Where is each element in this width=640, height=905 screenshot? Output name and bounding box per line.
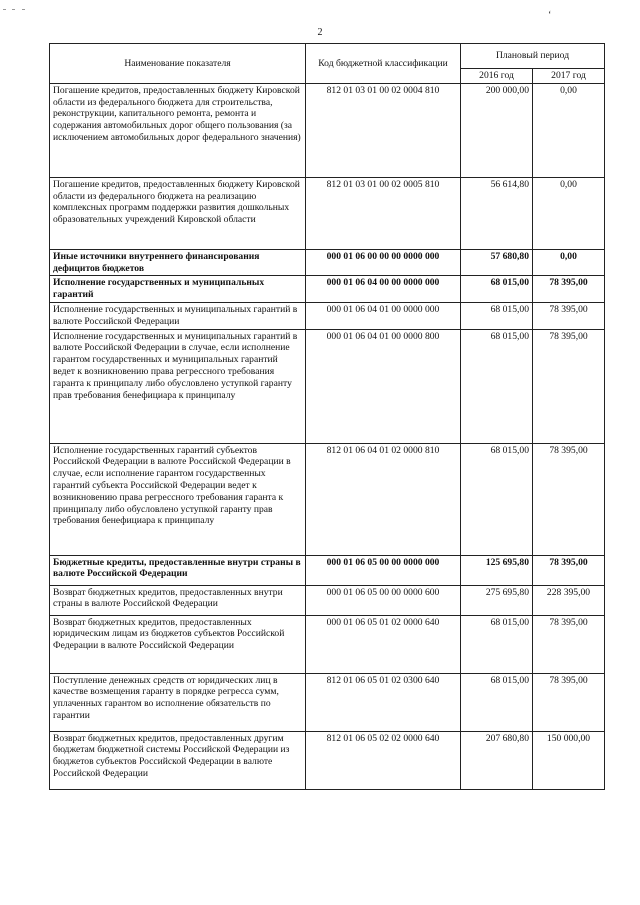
scan-mark: ‘ — [548, 10, 552, 21]
row-code: 000 01 06 00 00 00 0000 000 — [306, 249, 461, 276]
row-value-2017: 0,00 — [533, 249, 605, 276]
row-name: Возврат бюджетных кредитов, предоставленных юридическим лицам из бюджетов субъектов Российской Федерации в валюте Российской Федерации — [50, 615, 306, 673]
row-value-2016: 68 015,00 — [461, 329, 533, 443]
table-row — [50, 585, 605, 615]
scan-speck — [3, 9, 6, 10]
row-name: Погашение кредитов, предоставленных бюджету Кировской области из федерального бюджета для строительства, реконструкции, капитального ремонта, ремонта и содержания автомобильных дорог общего пользования (за исключением автомобильных дорог федерального значения) — [50, 83, 306, 177]
header-period: Плановый период — [461, 44, 605, 69]
row-value-2016: 125 695,80 — [461, 555, 533, 585]
table-row — [50, 249, 605, 276]
row-value-2017: 78 395,00 — [533, 673, 605, 731]
row-name: Исполнение государственных и муниципальных гарантий в валюте Российской Федерации в случае, если исполнение гарантом государственных и муниципальных гарантий ведет к возникновению права регрессного требования гаранта к принципалу либо обусловлено уступкой гаранту прав требования бенефициара к принципалу — [50, 329, 306, 443]
row-name: Иные источники внутреннего финансирования дефицитов бюджетов — [50, 249, 306, 276]
row-value-2017: 150 000,00 — [533, 731, 605, 789]
row-value-2017: 78 395,00 — [533, 443, 605, 555]
row-value-2017: 228 395,00 — [533, 585, 605, 615]
row-code: 000 01 06 04 01 00 0000 000 — [306, 302, 461, 329]
scan-speck — [12, 9, 15, 10]
row-name: Поступление денежных средств от юридических лиц в качестве возмещения гаранту в порядке регресса сумм, уплаченных гарантом во исполнение обязательств по гарантии — [50, 673, 306, 731]
row-value-2017: 78 395,00 — [533, 276, 605, 303]
page-number: 2 — [317, 27, 323, 38]
header-year-2016: 2016 год — [461, 69, 533, 84]
row-value-2016: 200 000,00 — [461, 83, 533, 177]
table-row — [50, 276, 605, 303]
row-code: 812 01 03 01 00 02 0005 810 — [306, 177, 461, 249]
table-row — [50, 302, 605, 329]
table-row — [50, 615, 605, 673]
row-name: Возврат бюджетных кредитов, предоставленных внутри страны в валюте Российской Федерации — [50, 585, 306, 615]
row-value-2016: 275 695,80 — [461, 585, 533, 615]
row-code: 812 01 06 04 01 02 0000 810 — [306, 443, 461, 555]
row-name: Исполнение государственных гарантий субъектов Российской Федерации в валюте Российской Федерации в случае, если исполнение гарантом государственных гарантий субъекта Российской Федерации ведет к возникновению права регрессного требования гаранта к принципалу либо обусловлено уступкой гаранту прав требования бенефициара к принципалу — [50, 443, 306, 555]
row-value-2016: 57 680,80 — [461, 249, 533, 276]
row-code: 812 01 06 05 01 02 0300 640 — [306, 673, 461, 731]
row-value-2017: 78 395,00 — [533, 615, 605, 673]
row-value-2016: 68 015,00 — [461, 615, 533, 673]
table-row — [50, 555, 605, 585]
row-value-2017: 78 395,00 — [533, 329, 605, 443]
table-row — [50, 443, 605, 555]
row-code: 000 01 06 04 01 00 0000 800 — [306, 329, 461, 443]
row-value-2016: 68 015,00 — [461, 673, 533, 731]
table-row — [50, 177, 605, 249]
row-name: Бюджетные кредиты, предоставленные внутри страны в валюте Российской Федерации — [50, 555, 306, 585]
table-row — [50, 329, 605, 443]
table-row — [50, 731, 605, 789]
table-row — [50, 83, 605, 177]
table-row — [50, 673, 605, 731]
row-value-2016: 68 015,00 — [461, 276, 533, 303]
budget-table — [49, 43, 605, 790]
row-code: 000 01 06 04 00 00 0000 000 — [306, 276, 461, 303]
row-name: Исполнение государственных и муниципальных гарантий — [50, 276, 306, 303]
row-value-2016: 56 614,80 — [461, 177, 533, 249]
row-code: 000 01 06 05 00 00 0000 000 — [306, 555, 461, 585]
row-code: 000 01 06 05 00 00 0000 600 — [306, 585, 461, 615]
row-name: Исполнение государственных и муниципальных гарантий в валюте Российской Федерации — [50, 302, 306, 329]
row-value-2016: 68 015,00 — [461, 302, 533, 329]
row-code: 812 01 06 05 02 02 0000 640 — [306, 731, 461, 789]
row-value-2017: 0,00 — [533, 83, 605, 177]
row-value-2016: 207 680,80 — [461, 731, 533, 789]
scan-speck — [22, 9, 25, 10]
row-code: 812 01 03 01 00 02 0004 810 — [306, 83, 461, 177]
header-code: Код бюджетной классификации — [306, 44, 461, 84]
row-name: Возврат бюджетных кредитов, предоставленных другим бюджетам бюджетной системы Российской Федерации из бюджетов субъектов Российской Федерации в валюте Российской Федерации — [50, 731, 306, 789]
row-value-2016: 68 015,00 — [461, 443, 533, 555]
row-value-2017: 78 395,00 — [533, 555, 605, 585]
row-value-2017: 0,00 — [533, 177, 605, 249]
header-name: Наименование показателя — [50, 44, 306, 84]
row-code: 000 01 06 05 01 02 0000 640 — [306, 615, 461, 673]
row-name: Погашение кредитов, предоставленных бюджету Кировской области из федерального бюджета на реализацию комплексных программ поддержки развития дошкольных образовательных учреждений Кировской области — [50, 177, 306, 249]
row-value-2017: 78 395,00 — [533, 302, 605, 329]
header-year-2017: 2017 год — [533, 69, 605, 84]
